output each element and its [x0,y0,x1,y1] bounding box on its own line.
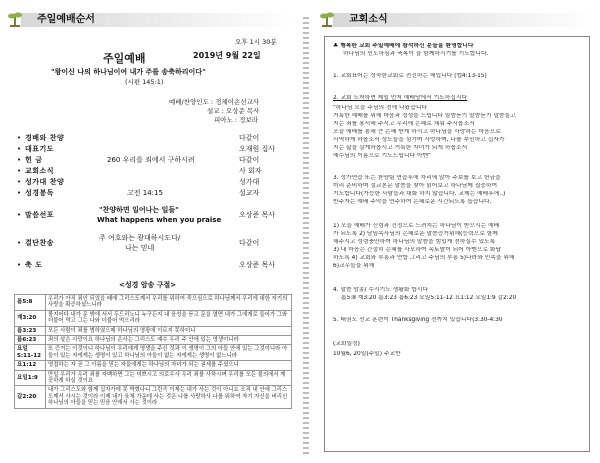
order-item-prayer: • 대표기도 오재원 집사 [17,145,276,153]
prayer-note-line: 3) 내 마음은 간절히 은혜를 사모하여 옥토밭이 되어 아멘으로 화답 [333,247,502,253]
order-item-offering: • 헌 금 260 우리를 죄에서 구하시려 다같이 [17,156,260,164]
header-title: 교회소식 [349,14,388,25]
table-row: 갈2:20 내가 그리스도와 함께 십자가에 못 박혔나니 그런즉 이제는 내가 사는 것이 아니요 오직 내 안에 그리스도께서 사시는 것이라 이제 내가 육체 가운데 사는 것은 나를 사랑하사 나를 위하여 자기 자신을 버리신 하나님의 아들을 믿는 믿음 안에서 사는 것이라 [15,386,292,408]
church-plant-icon [319,10,335,28]
role-pianist: 피아노 : 정보라 [214,116,259,124]
role-leader: 예배/찬양인도 : 정체이손선교사 [169,98,260,106]
bulletin-order-page [7,8,293,456]
order-item-benediction: • 축 도 오상준 목사 [17,261,276,269]
table-row: 요1:12 영접하는 자 곧 그 이름을 믿는 자들에게는 하나님의 자녀가 되는 권세를 주셨으니 [15,361,292,370]
news-item-3-line: 반주자는 예배 주악을 연주하여 은혜로운 시간되도록 돕습니다. [333,199,492,205]
page-fold-divider [303,14,309,454]
news-header [319,10,595,28]
news-item-1: 1. 교회표어는 성숙한교회로 전진하는 해입니다 (엡4:13-15) [333,73,487,79]
news-item-4-refs: 롬5:8 계3:20 롬3:23 롬6:23 요일5:11-12 요1:12 요일1:9 갈2:20 [341,295,517,301]
news-item-3-line: 기도합니다(가능한 사람들과 대화 하지 않습니다. 교제는 예배후에..) [333,191,506,197]
welcome-line: 하나님의 인도하심과 축복이 늘 함께하시기를 기도합니다. [343,51,489,57]
news-item-4: 4. 말씀 암송/ 수시기도 생활화 합시다 [333,287,429,293]
table-row: 롬5:8 우리가 아직 죄인 되었을 때에 그리스도께서 우리를 위하여 죽으심으로 하나님께서 우리에 대한 자기의 사랑을 확증하셨느니라 [15,295,292,311]
memory-verses-table [14,294,292,409]
prayer-note-line: 가 되도록 2) 담임목사님의 은혜로운 말씀증거위해(능력으로 함께 [333,231,498,237]
table-row: 계3:20 볼지어다 내가 문 밖에 서서 두드리노니 누구든지 내 음성을 듣고 문을 열면 내가 그에게로 들어가 그와 더불어 먹고 그는 나와 더불어 먹으리라 [15,310,292,326]
news-item-2-title: 2. 교회 도착하면 제일 먼저 예배당에서 기도하십시다 [333,95,468,101]
prayer-line: 지는 죄를 용서해 주시고 우리에 은혜로 채워 주시옵소서 [333,121,475,127]
service-time: 오후 1시 30분 [235,38,277,46]
verses-title: <성경 암송 구절> [119,281,177,289]
news-item-5: 5. 태권도 선교 훈련이 Thanksgiving 전까지 있습니다(3:30-4:30 [333,317,503,323]
service-title: 주일예배 [103,52,146,65]
theme-verse-ref: (시편 145:1) [125,78,164,86]
order-header [7,10,293,28]
bulletin-news-page [319,8,595,456]
schedule-title: (교회일정) [333,341,360,347]
prayer-note-line: 1) 오늘 예배가 신령과 진정으로 드려지는 하나님이 받으시는 예배 [333,223,500,229]
order-item-announcements: • 교회소식 사 회자 [17,167,262,175]
welcome-line: ♣ 행복한 교회 주일예배에 참석하신 분들을 환영합니다 [333,43,474,49]
church-plant-icon [7,10,23,28]
service-date: 2019년 9월 22일 [193,51,261,60]
prayer-line: 사역하게 하옵소서 성도들을 섬기며 사랑하며, 나를 부인하고 십자가 [333,137,505,143]
order-item-closing-hymn: • 결단찬송 주 여호와는 광대하시도다/ 나는 믿네 다같이 [17,234,260,252]
prayer-line: 오늘 예배를 통해 큰 은혜 받게 하시고 하나님을 사랑하는 마음으로 [333,129,501,135]
news-item-3-line: 미리 준비하며 설교본문 말씀을 찾아 읽어보고 하나님께 집중하여 [333,183,498,189]
prayer-note-line: 하도록 4) 교회와 부흥과 연합 그리고 주님의 부흥 5)나라와 민족을 위해 [333,255,515,261]
header-title: 주일예배순서 [37,14,95,25]
prayer-note-line: 해주시고 성령충만하여 하나님의 말씀을 힘있게 전하실수 있도록 [333,239,496,245]
prayer-note-line: 6)교우들을 위해 [333,263,375,269]
role-preacher: 설교 : 오상준 목사 [207,107,260,115]
order-item-scripture: • 성경봉독 고전 14:15 설교자 [17,189,260,197]
prayer-line: 거룩한 예배를 위해 마음과 정성을 드립니다 말씀듣기 말씀듣기 말씀들고 [333,113,516,119]
table-row: 요일1:9 만일 우리가 우리 죄를 자백하면 그는 미쁘시고 의로우사 우리 죄를 사하시며 우리를 모든 불의에서 깨끗하게 하실 것이요 [15,370,292,386]
prayer-line: 지는 삶을 살게하옵시고 거룩한 자녀가 되게 하옵소서 [333,145,468,151]
table-row: 요일5:11-12 또 증거는 이것이니 하나님이 우리에게 영생을 주신 것과 이 생명이 그의 아들 안에 있는 그것이니라 아들이 있는 자에게는 생명이 있고 하나님의 아들이 없는 자에게는 생명이 없느니라 [15,345,292,361]
prayer-line: 예수님의 이름으로 기도드립니다 아멘" [333,153,431,159]
table-row: 롬3:23 모든 사람이 죄를 범하였으매 하나님의 영광에 이르지 못하더니 [15,326,292,335]
prayer-line: "하나님 오늘 주님의 전에 나왔습니다 [333,105,428,111]
news-box [324,36,590,452]
order-item-sermon: • 말씀선포 "찬양하면 일어나는 일들" What happens when you praise 오상준 목사 [17,206,276,224]
theme-verse: "왕이신 나의 하나님이여 내가 주를 송축하리이다" [51,68,206,76]
order-item-choir: • 성가대 찬양 성가대 [17,178,260,186]
order-item-worship: • 경배와 찬양 다같이 [17,134,260,142]
schedule-item: 10월6, 20일(주일) 주교반 [333,351,401,357]
news-item-3-line: 3. 성가연습 또는 찬양팀 연습후에 자리에 앉아 주보를 보고 헌금을 [333,175,501,181]
table-row: 롬6:23 죄의 삯은 사망이요 하나님의 은사는 그리스도 예수 우리 주 안에 있는 영생이니라 [15,336,292,345]
